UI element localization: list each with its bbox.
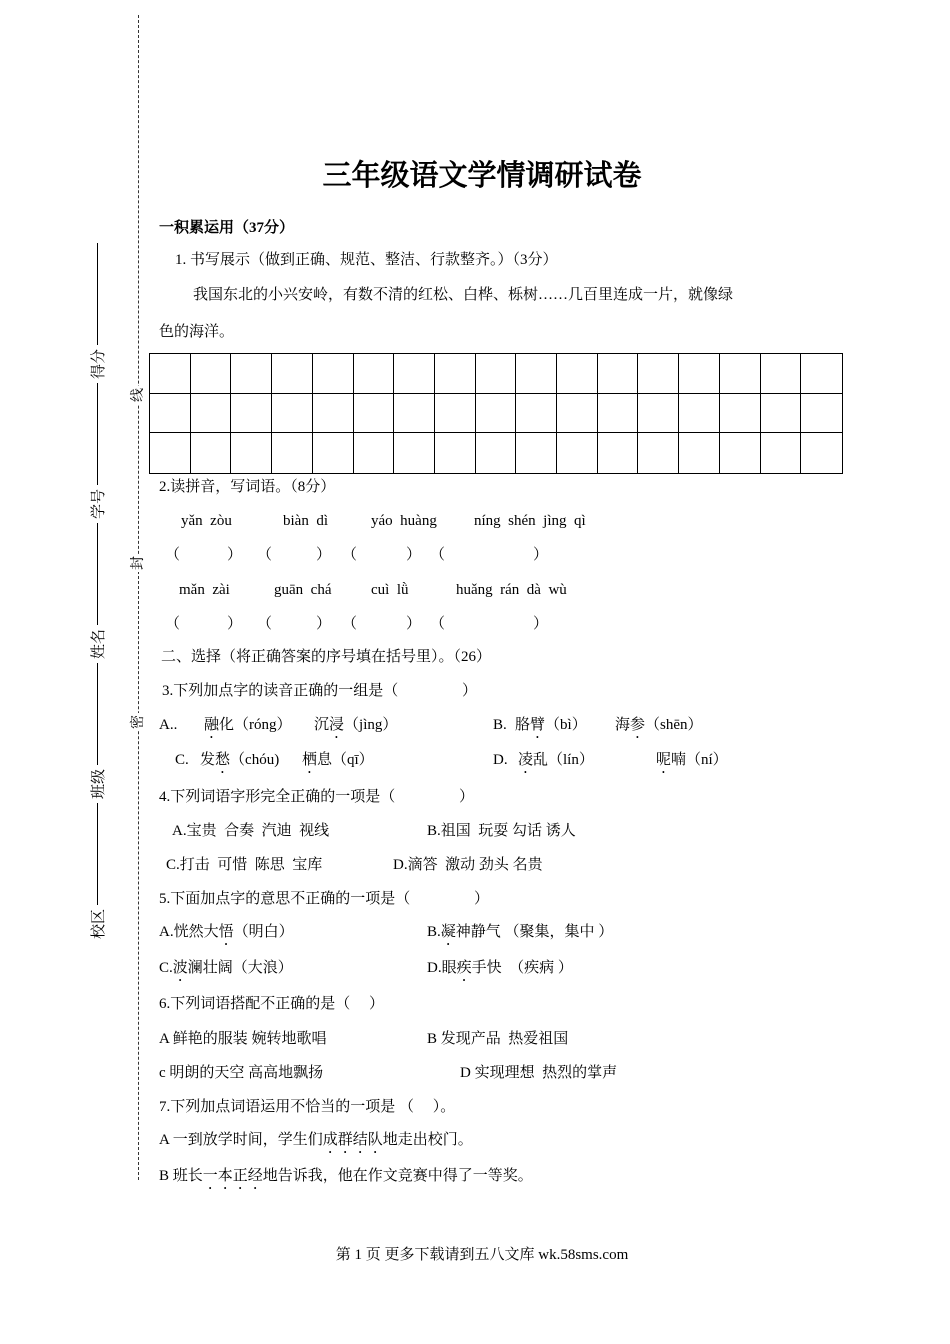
q6-option-b: B 发现产品 热爱祖国 — [427, 1031, 569, 1047]
grid-cell[interactable] — [516, 394, 557, 434]
open-paren: （ — [430, 616, 446, 632]
open-paren: （ — [342, 547, 358, 563]
seal-char-xian: 线 — [129, 386, 149, 404]
q5-option-b: B.凝神静气 （聚集，集中 ） — [427, 924, 614, 940]
q4-option-b: B.祖国 玩耍 勾话 诱人 — [427, 823, 576, 839]
close-paren: ） — [406, 547, 422, 563]
grid-cell[interactable] — [150, 394, 191, 434]
student-info-strip — [86, 243, 108, 943]
close-paren: ） — [316, 547, 332, 563]
q3-a-word2: 沉浸（jìng） — [314, 717, 398, 733]
grid-cell[interactable] — [720, 433, 761, 473]
blank-name[interactable] — [86, 523, 98, 625]
seal-char-feng: 封 — [129, 554, 149, 572]
close-paren: ） — [406, 616, 422, 632]
section1-heading: 一积累运用（37分） — [159, 220, 295, 236]
page-footer: 第 1 页 更多下载请到五八文库 wk.58sms.com — [335, 1247, 629, 1263]
pinyin: biàn dì — [283, 513, 328, 529]
grid-cell[interactable] — [720, 394, 761, 434]
close-paren: ） — [227, 547, 243, 563]
grid-cell[interactable] — [557, 354, 598, 394]
q3-option-b-label: B. — [493, 717, 507, 733]
writing-grid[interactable] — [149, 353, 843, 474]
section2-heading: 二、选择（将正确答案的序号填在括号里）。（26） — [161, 649, 492, 665]
blank-class[interactable] — [86, 663, 98, 765]
grid-cell[interactable] — [761, 354, 802, 394]
grid-cell[interactable] — [354, 354, 395, 394]
q1-stem: 1. 书写展示（做到正确、规范、整洁、行款整齐。）（3分） — [175, 252, 558, 268]
grid-cell[interactable] — [354, 394, 395, 434]
pinyin: yáo huàng — [371, 513, 437, 529]
pinyin: níng shén jìng qì — [474, 513, 586, 529]
grid-cell[interactable] — [476, 354, 517, 394]
grid-cell[interactable] — [557, 394, 598, 434]
grid-cell[interactable] — [150, 354, 191, 394]
q6-stem: 6.下列词语搭配不正确的是（ ） — [159, 996, 385, 1012]
grid-cell[interactable] — [476, 433, 517, 473]
q3-option-c-label: C. — [175, 752, 189, 768]
q4-option-c: C.打击 可惜 陈思 宝库 — [166, 857, 323, 873]
grid-cell[interactable] — [801, 433, 842, 473]
grid-cell[interactable] — [272, 394, 313, 434]
blank-id[interactable] — [86, 383, 98, 485]
open-paren: （ — [257, 616, 273, 632]
grid-cell[interactable] — [272, 433, 313, 473]
label-name: 姓名 — [91, 628, 107, 659]
pinyin: yǎn zòu — [181, 513, 232, 529]
open-paren: （ — [342, 616, 358, 632]
grid-cell[interactable] — [516, 354, 557, 394]
label-id: 学号 — [91, 488, 107, 519]
open-paren: （ — [430, 547, 446, 563]
q4-stem: 4.下列词语字形完全正确的一项是（ ） — [159, 789, 475, 805]
grid-cell[interactable] — [516, 433, 557, 473]
grid-cell[interactable] — [679, 354, 720, 394]
q3-d-word1: 凌乱（lín） — [518, 752, 594, 768]
seal-char-mi: 密 — [129, 713, 149, 731]
grid-cell[interactable] — [435, 433, 476, 473]
q7-option-a: A 一到放学时间，学生们成群结队地走出校门。 — [159, 1132, 473, 1148]
blank-score[interactable] — [86, 243, 98, 345]
grid-cell[interactable] — [761, 394, 802, 434]
grid-cell[interactable] — [761, 433, 802, 473]
q6-option-c: c 明朗的天空 高高地飘扬 — [159, 1065, 324, 1081]
q3-option-a-label: A.. — [159, 717, 178, 733]
label-class: 班级 — [91, 768, 107, 799]
grid-cell[interactable] — [638, 394, 679, 434]
open-paren: （ — [165, 616, 181, 632]
q5-option-a: A.恍然大悟（明白） — [159, 924, 294, 940]
grid-cell[interactable] — [801, 394, 842, 434]
q1-passage-line1: 我国东北的小兴安岭，有数不清的红松、白桦、栎树……几百里连成一片，就像绿 — [193, 287, 734, 303]
open-paren: （ — [257, 547, 273, 563]
pinyin: guān chá — [274, 582, 332, 598]
q3-stem: 3.下列加点字的读音正确的一组是（ ） — [162, 683, 478, 699]
open-paren: （ — [165, 547, 181, 563]
blank-campus[interactable] — [86, 803, 98, 905]
q3-b-word2: 海参（shēn） — [615, 717, 703, 733]
grid-cell[interactable] — [191, 354, 232, 394]
pinyin: huǎng rán dà wù — [456, 582, 567, 598]
grid-cell[interactable] — [313, 354, 354, 394]
grid-cell[interactable] — [720, 354, 761, 394]
q3-c-word2: 栖息（qī） — [302, 752, 374, 768]
grid-cell[interactable] — [638, 354, 679, 394]
q6-option-d: D 实现理想 热烈的掌声 — [460, 1065, 618, 1081]
q3-c-word1: 发愁（chóu) — [200, 752, 280, 768]
q3-b-word1: 胳臂（bì） — [515, 717, 587, 733]
label-score: 得分 — [91, 348, 107, 379]
close-paren: ） — [533, 547, 549, 563]
grid-cell[interactable] — [354, 433, 395, 473]
q2-stem: 2.读拼音，写词语。（8分） — [159, 479, 336, 495]
q5-option-c: C.波澜壮阔（大浪） — [159, 960, 293, 976]
grid-cell[interactable] — [231, 354, 272, 394]
q5-stem: 5.下面加点字的意思不正确的一项是（ ） — [159, 891, 490, 907]
grid-cell[interactable] — [313, 394, 354, 434]
grid-cell[interactable] — [231, 394, 272, 434]
q7-stem: 7.下列加点词语运用不恰当的一项是 （ ）。 — [159, 1099, 456, 1115]
q5-option-d: D.眼疾手快 （疾病 ） — [427, 960, 573, 976]
grid-cell[interactable] — [638, 433, 679, 473]
close-paren: ） — [316, 616, 332, 632]
q3-d-word2: 呢喃（ní） — [656, 752, 728, 768]
q1-passage-line2: 色的海洋。 — [159, 324, 235, 340]
pinyin: mǎn zài — [179, 582, 230, 598]
grid-cell[interactable] — [598, 433, 639, 473]
pinyin: cuì lǜ — [371, 582, 409, 598]
grid-cell[interactable] — [435, 394, 476, 434]
grid-cell[interactable] — [435, 354, 476, 394]
grid-cell[interactable] — [394, 433, 435, 473]
grid-cell[interactable] — [476, 394, 517, 434]
grid-cell[interactable] — [150, 433, 191, 473]
page-title: 三年级语文学情调研试卷 — [322, 160, 642, 192]
grid-cell[interactable] — [557, 433, 598, 473]
grid-cell[interactable] — [191, 394, 232, 434]
q3-option-d-label: D. — [493, 752, 508, 768]
grid-cell[interactable] — [801, 354, 842, 394]
grid-cell[interactable] — [679, 394, 720, 434]
grid-cell[interactable] — [191, 433, 232, 473]
grid-cell[interactable] — [313, 433, 354, 473]
grid-cell[interactable] — [394, 354, 435, 394]
grid-cell[interactable] — [679, 433, 720, 473]
q4-option-d: D.滴答 激动 劲头 名贵 — [393, 857, 543, 873]
grid-cell[interactable] — [394, 394, 435, 434]
grid-cell[interactable] — [231, 433, 272, 473]
label-campus: 校区 — [91, 908, 107, 939]
close-paren: ） — [227, 616, 243, 632]
close-paren: ） — [533, 616, 549, 632]
grid-cell[interactable] — [272, 354, 313, 394]
q7-option-b: B 班长一本正经地告诉我，他在作文竞赛中得了一等奖。 — [159, 1168, 533, 1184]
q4-option-a: A.宝贵 合奏 汽迪 视线 — [172, 823, 330, 839]
q6-option-a: A 鲜艳的服装 婉转地歌唱 — [159, 1031, 327, 1047]
q3-a-word1: 融化（róng） — [204, 717, 292, 733]
grid-cell[interactable] — [598, 394, 639, 434]
grid-cell[interactable] — [598, 354, 639, 394]
